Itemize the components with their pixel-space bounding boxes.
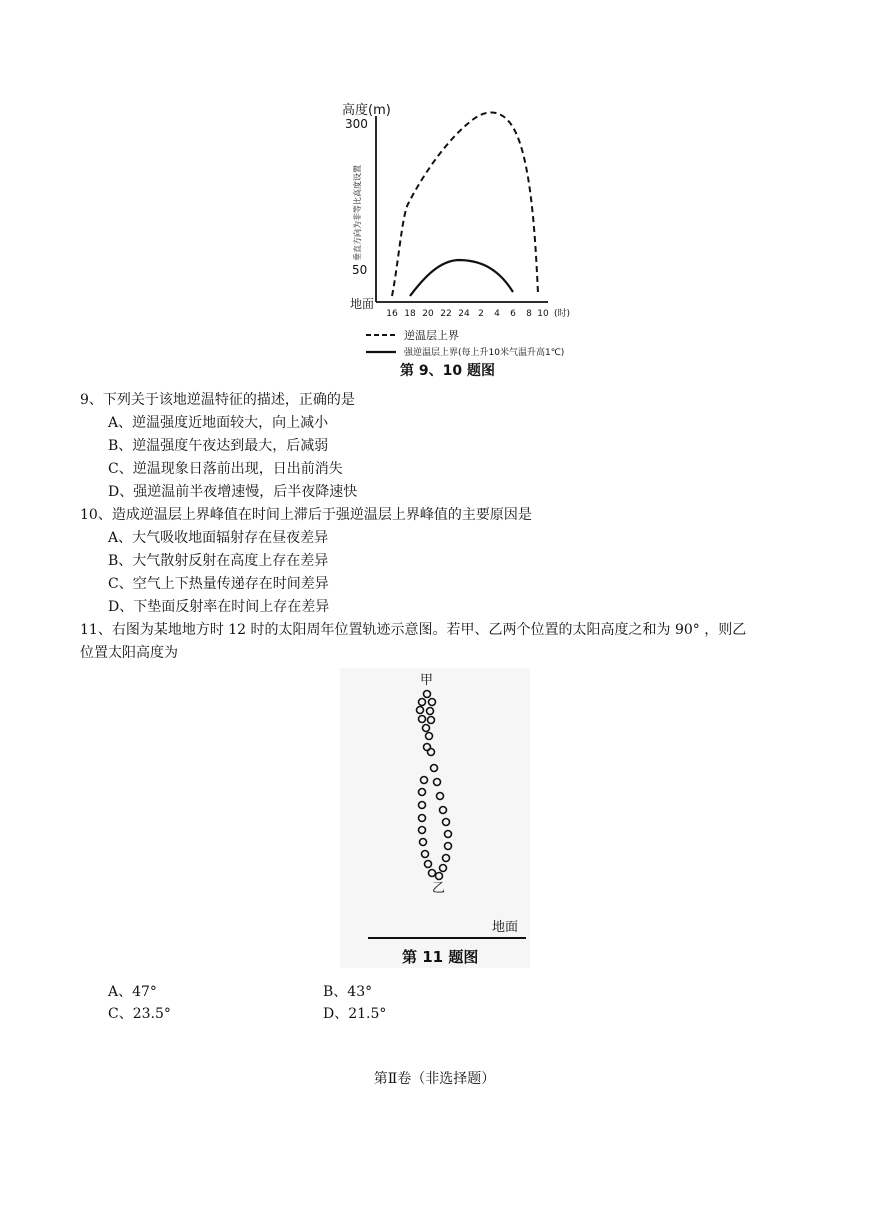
label-yi: 乙	[432, 881, 446, 896]
figure2-caption: 第 11 题图	[402, 948, 479, 966]
x-tick-2: 2	[478, 309, 484, 319]
inversion-chart	[340, 96, 590, 386]
x-tick-6: 6	[510, 309, 516, 319]
q9-option-a: A、逆温强度近地面较大，向上减小	[108, 415, 329, 431]
q11-stem-line1: 11、右图为某地地方时 12 时的太阳周年位置轨迹示意图。若甲、乙两个位置的太阳高度之和为 90° ，则乙	[80, 622, 747, 638]
x-tick-16: 16	[386, 309, 398, 319]
y-tick-300: 300	[345, 117, 368, 131]
x-tick-10: 10	[537, 309, 549, 319]
x-tick-22: 22	[440, 309, 452, 319]
q10-option-d: D、下垫面反射率在时间上存在差异	[108, 599, 330, 615]
x-tick-labels	[386, 307, 570, 319]
q10-option-c: C、空气上下热量传递存在时间差异	[108, 576, 329, 592]
figure2-ground-label: 地面	[492, 920, 519, 935]
q11-option-c: C、23.5°	[108, 1006, 171, 1022]
x-tick-4: 4	[494, 309, 500, 319]
q9-stem: 9、下列关于该地逆温特征的描述，正确的是	[80, 392, 355, 408]
section-title: 第Ⅱ卷（非选择题）	[373, 1071, 496, 1087]
label-jia: 甲	[420, 673, 434, 688]
y-axis-note: 垂直方向为非等比高度设置	[353, 165, 362, 261]
q10-option-b: B、大气散射反射在高度上存在差异	[108, 553, 329, 569]
q11-stem-line2: 位置太阳高度为	[80, 645, 178, 661]
x-unit: (时)	[553, 309, 571, 319]
y-axis-title: 高度(m)	[342, 103, 391, 118]
strong-inversion-upper-boundary-curve	[410, 260, 513, 296]
q9-option-c: C、逆温现象日落前出现，日出前消失	[108, 461, 343, 477]
q10-stem: 10、造成逆温层上界峰值在时间上滞后于强逆温层上界峰值的主要原因是	[80, 507, 532, 523]
x-tick-18: 18	[404, 309, 416, 319]
legend-solid-label: 强逆温层上界(每上升10米气温升高1℃)	[404, 348, 565, 358]
y-tick-50: 50	[352, 263, 368, 277]
q9-option-d: D、强逆温前半夜增速慢，后半夜降速快	[108, 484, 358, 500]
x-tick-24: 24	[458, 309, 470, 319]
q11-option-a: A、47°	[108, 984, 157, 1000]
q11-option-d: D、21.5°	[323, 1006, 387, 1022]
q11-option-b: B、43°	[323, 984, 373, 1000]
inversion-upper-boundary-curve	[392, 112, 538, 296]
q10-option-a: A、大气吸收地面辐射存在昼夜差异	[108, 530, 329, 546]
x-tick-8: 8	[526, 309, 532, 319]
figure1-caption: 第 9、10 题图	[400, 363, 495, 379]
ground-label: 地面	[350, 297, 375, 311]
legend-dashed-label: 逆温层上界	[404, 329, 459, 342]
sun-track-figure	[340, 668, 540, 973]
q9-option-b: B、逆温强度午夜达到最大，后减弱	[108, 438, 329, 454]
x-tick-20: 20	[422, 309, 434, 319]
